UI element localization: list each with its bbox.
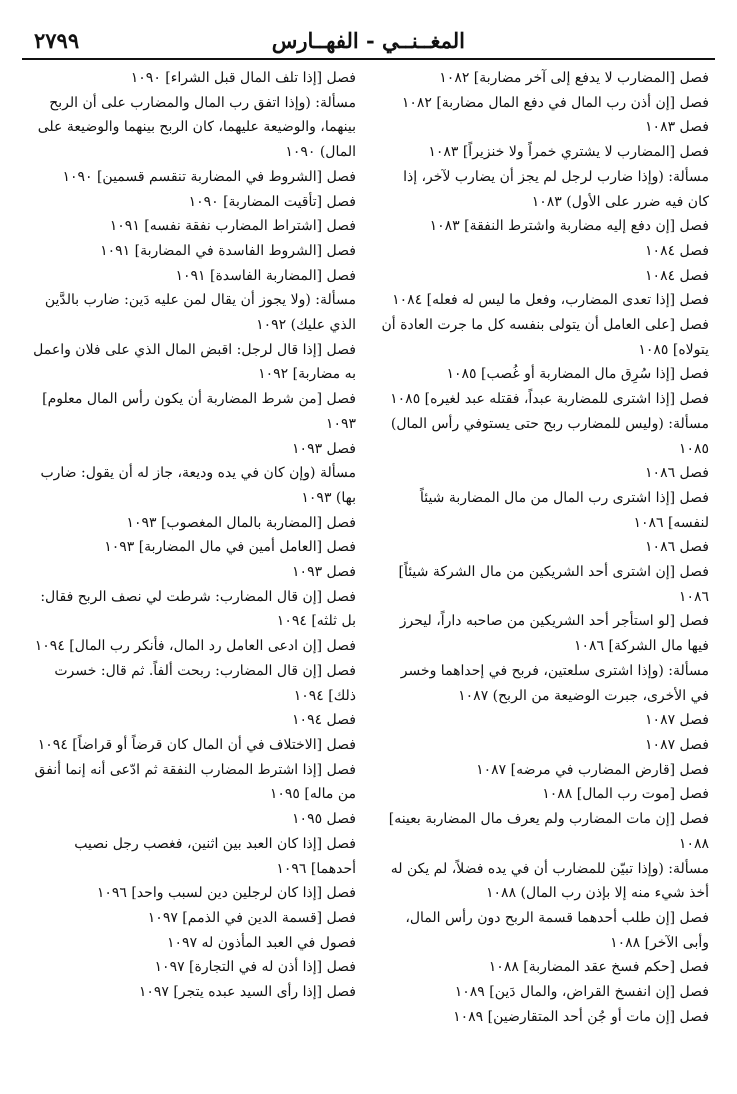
running-title: المغــنــي - الفهــارس <box>271 28 465 53</box>
index-entry: فصل ١٠٩٣ <box>292 564 356 581</box>
index-entry: فصل ١٠٨٣ <box>645 119 709 136</box>
index-entry: فصل [إذا قال لرجل: اقبض المال الذي على فلان واعمل به مضاربة] ١٠٩٢ <box>33 341 356 383</box>
index-entry: فصل [قارض المضارب في مرضه] ١٠٨٧ <box>476 761 709 778</box>
index-entry: فصل [المضارب لا يدفع إلى آخر مضاربة] ١٠٨٢ <box>439 70 709 86</box>
index-entry: فصل [إن ادعى العامل رد المال، فأنكر رب المال] ١٠٩٤ <box>34 638 356 655</box>
index-entry: فصل ١٠٨٦ <box>645 539 709 556</box>
index-entry: فصل [حكم فسخ عقد المضاربة] ١٠٨٨ <box>488 959 709 976</box>
index-entry: فصل [اشتراط المضارب نفقة نفسه] ١٠٩١ <box>109 218 356 235</box>
index-entry: فصل [إذا كان لرجلين دين لسبب واحد] ١٠٩٦ <box>96 885 356 902</box>
index-entry: مسألة: (وليس للمضارب ربح حتى يستوفي رأس المال) ١٠٨٥ <box>390 415 709 457</box>
page-number: ٢٧٩٩ <box>34 28 80 53</box>
index-entry: فصل ١٠٩٥ <box>292 811 356 828</box>
index-entry: فصل [إن مات أو جُن أحد المتقارضين] ١٠٨٩ <box>453 1008 709 1025</box>
index-entry: فصل ١٠٨٦ <box>645 465 709 482</box>
index-entry: فصل ١٠٨٧ <box>645 712 709 729</box>
index-entry: مسألة: (وإذا تبيّن للمضارب أن في يده فضلاً، لم يكن له أخذ شيء منه إلا بإذن رب المال) ١٠٨٨ <box>390 860 709 902</box>
index-entry: فصل [الشروط الفاسدة في المضاربة] ١٠٩١ <box>100 242 356 259</box>
index-entry: فصل [العامل أمين في مال المضاربة] ١٠٩٣ <box>104 539 356 556</box>
index-entry: فصل [من شرط المضاربة أن يكون رأس المال معلوم] ١٠٩٣ <box>42 391 356 432</box>
index-entry: مسألة: (وإذا اشترى سلعتين، فربح في إحداهما وخسر في الأخرى، جبرت الوضيعة من الربح) ١٠٨٧ <box>400 662 709 704</box>
index-entry: فصل [إن انفسخ القراض، والمال دَين] ١٠٨٩ <box>454 984 709 1001</box>
index-entry: فصل [المضاربة الفاسدة] ١٠٩١ <box>175 267 356 284</box>
index-column-right <box>381 66 709 1029</box>
index-entry: فصل [إن دفع إليه مضاربة واشترط النفقة] ١٠٨٣ <box>429 218 709 235</box>
index-entry: مسألة: (وإذا اتفق رب المال والمضارب على أن الربح بينهما، والوضيعة عليهما، كان الربح بينهما والوضيعة على المال) ١٠٩٠ <box>37 94 356 161</box>
index-entry: فصول في العبد المأذون له ١٠٩٧ <box>167 934 356 951</box>
index-entry: مسألة: (وإذا ضارب لرجل لم يجز أن يضارب لآخر، إذا كان فيه ضرر على الأول) ١٠٨٣ <box>403 168 709 210</box>
index-entry: فصل ١٠٩٤ <box>292 712 356 729</box>
index-entry: فصل [على العامل أن يتولى بنفسه كل ما جرت العادة أن يتولاه] ١٠٨٥ <box>381 317 709 358</box>
index-entry: فصل [قسمة الدين في الذمم] ١٠٩٧ <box>147 909 356 926</box>
index-entry: فصل [المضارب لا يشتري خمراً ولا خنزيراً] ١٠٨٣ <box>428 144 709 161</box>
index-entry: فصل [إن أذن رب المال في دفع المال مضاربة] ١٠٨٢ <box>401 94 709 111</box>
index-entry: فصل [تأقيت المضاربة] ١٠٩٠ <box>188 193 356 210</box>
index-entry: فصل [إن مات المضارب ولم يعرف مال المضاربة بعينه] ١٠٨٨ <box>388 811 709 852</box>
index-entry: فصل [موت رب المال] ١٠٨٨ <box>542 786 709 803</box>
index-entry: فصل [إذا رأى السيد عبده يتجر] ١٠٩٧ <box>138 984 356 1001</box>
index-entry: فصل [إذا اشترى للمضاربة عبداً، فقتله عبد لغيره] ١٠٨٥ <box>390 391 709 408</box>
index-entry: فصل ١٠٨٧ <box>645 736 709 753</box>
index-entry: فصل [إذا تعدى المضارب، وفعل ما ليس له فعله] ١٠٨٤ <box>392 292 709 309</box>
index-entry: فصل [إن قال المضارب: ربحت ألفاً. ثم قال: خسرت ذلك] ١٠٩٤ <box>54 662 356 704</box>
index-entry: فصل [لو استأجر أحد الشريكين من صاحبه داراً، ليحرز فيها مال الشركة] ١٠٨٦ <box>399 613 709 655</box>
index-entry: فصل [إن طلب أحدهما قسمة الربح دون رأس المال، وأبى الآخر] ١٠٨٨ <box>405 909 709 951</box>
index-entry: فصل [إذا كان العبد بين اثنين، فغصب رجل نصيب أحدهما] ١٠٩٦ <box>74 835 356 877</box>
index-entry: فصل [إذا اشترط المضارب النفقة ثم ادّعى أنه إنما أنفق من ماله] ١٠٩٥ <box>34 761 356 803</box>
index-column-left <box>28 66 356 1005</box>
index-entry: فصل [إذا تلف المال قبل الشراء] ١٠٩٠ <box>130 70 356 86</box>
index-entry: مسألة: (ولا يجوز أن يقال لمن عليه دَين: ضارب بالدَّين الذي عليك) ١٠٩٢ <box>44 292 356 334</box>
index-entry: فصل ١٠٩٣ <box>292 440 356 457</box>
index-entry: فصل [إذا أذن له في التجارة] ١٠٩٧ <box>154 959 356 976</box>
index-entry: فصل [إن اشترى أحد الشريكين من مال الشركة شيئاً] ١٠٨٦ <box>398 564 709 605</box>
index-entry: فصل ١٠٨٤ <box>645 242 709 259</box>
index-entry: فصل [إن قال المضارب: شرطت لي نصف الربح فقال: بل ثلثه] ١٠٩٤ <box>40 588 356 630</box>
index-entry: فصل [إذا اشترى رب المال من مال المضاربة شيئاً لنفسه] ١٠٨٦ <box>419 489 709 531</box>
index-entry: فصل ١٠٨٤ <box>645 267 709 284</box>
index-entry: فصل [الاختلاف في أن المال كان قرضاً أو قراضاً] ١٠٩٤ <box>37 736 356 753</box>
page-header <box>22 28 715 60</box>
index-entry: فصل [إذا سُرِق مال المضاربة أو غُصب] ١٠٨٥ <box>446 366 709 383</box>
index-entry: مسألة (وإن كان في يده وديعة، جاز له أن يقول: ضارب بها) ١٠٩٣ <box>40 465 356 506</box>
index-entry: فصل [الشروط في المضاربة تنقسم قسمين] ١٠٩٠ <box>62 168 356 185</box>
index-entry: فصل [المضاربة بالمال المغصوب] ١٠٩٣ <box>126 514 356 531</box>
